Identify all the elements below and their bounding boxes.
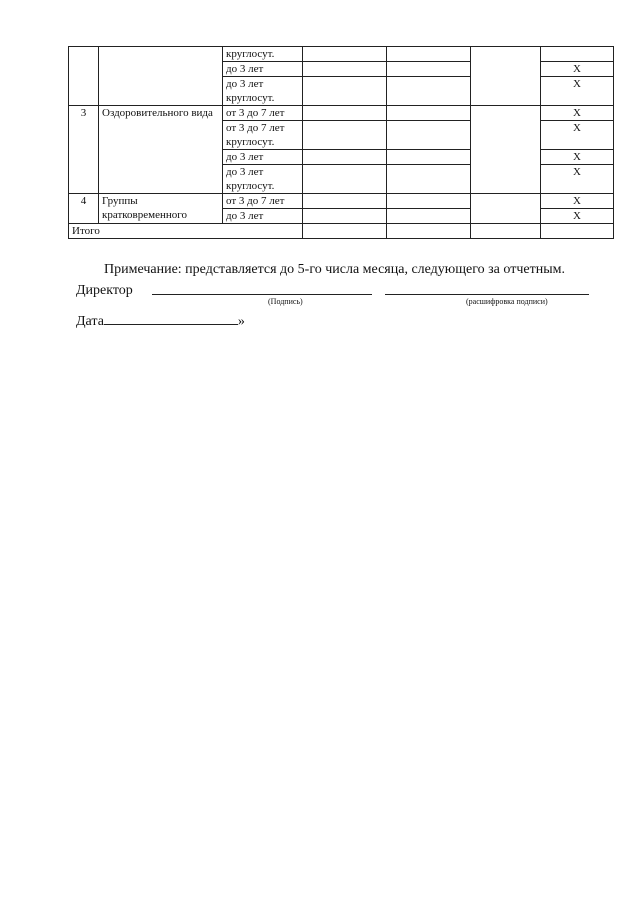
age-cell: круглосут.: [223, 47, 303, 62]
mark-cell: Х: [541, 150, 614, 165]
row-number-cell: 4: [69, 194, 99, 224]
table-row: [69, 47, 614, 62]
value-cell: [303, 194, 387, 209]
value-cell: [387, 209, 471, 224]
value-cell: [303, 62, 387, 77]
group-name-cell: Группы кратковременного: [99, 194, 223, 224]
table-row: [69, 194, 614, 209]
note-text: Примечание: представляется до 5-го числа месяца, следующего за отчетным.: [104, 262, 565, 277]
date-line: [104, 311, 238, 325]
value-cell: [303, 209, 387, 224]
value-cell: [387, 224, 471, 239]
value-cell: [387, 106, 471, 121]
value-cell: [471, 194, 541, 224]
date-label: Дата: [76, 314, 104, 329]
value-cell: [471, 106, 541, 194]
date-row: [76, 311, 245, 330]
total-label: Итого: [69, 224, 303, 239]
age-cell: до 3 лет: [223, 209, 303, 224]
value-cell: [541, 224, 614, 239]
mark-cell: [541, 47, 614, 62]
value-cell: [387, 47, 471, 62]
age-cell: до 3 лет: [223, 62, 303, 77]
director-label: Директор: [76, 283, 133, 298]
age-cell: до 3 лет круглосут.: [223, 165, 303, 194]
value-cell: [387, 150, 471, 165]
value-cell: [303, 165, 387, 194]
row-number-cell: [69, 47, 99, 106]
table-row: [69, 106, 614, 121]
report-table: [68, 46, 614, 239]
group-name-cell: [99, 47, 223, 106]
signature-line: [152, 281, 372, 295]
date-suffix: »: [237, 314, 245, 329]
decode-hint: (расшифровка подписи): [466, 297, 548, 306]
mark-cell: Х: [541, 121, 614, 150]
value-cell: [387, 62, 471, 77]
group-name-cell: Оздоровительного вида: [99, 106, 223, 194]
value-cell: [303, 121, 387, 150]
age-cell: до 3 лет круглосут.: [223, 77, 303, 106]
age-cell: от 3 до 7 лет: [223, 194, 303, 209]
value-cell: [387, 165, 471, 194]
mark-cell: Х: [541, 194, 614, 209]
value-cell: [303, 224, 387, 239]
value-cell: [387, 77, 471, 106]
mark-cell: Х: [541, 165, 614, 194]
row-number-cell: 3: [69, 106, 99, 194]
age-cell: от 3 до 7 лет: [223, 106, 303, 121]
mark-cell: Х: [541, 209, 614, 224]
total-row: [69, 224, 614, 239]
value-cell: [303, 106, 387, 121]
value-cell: [303, 77, 387, 106]
value-cell: [471, 224, 541, 239]
value-cell: [387, 121, 471, 150]
age-cell: от 3 до 7 лет круглосут.: [223, 121, 303, 150]
signature-hint: (Подпись): [268, 297, 303, 306]
mark-cell: Х: [541, 106, 614, 121]
value-cell: [303, 150, 387, 165]
value-cell: [387, 194, 471, 209]
mark-cell: Х: [541, 77, 614, 106]
value-cell: [303, 47, 387, 62]
mark-cell: Х: [541, 62, 614, 77]
value-cell: [471, 47, 541, 106]
decode-line: [385, 281, 589, 295]
age-cell: до 3 лет: [223, 150, 303, 165]
